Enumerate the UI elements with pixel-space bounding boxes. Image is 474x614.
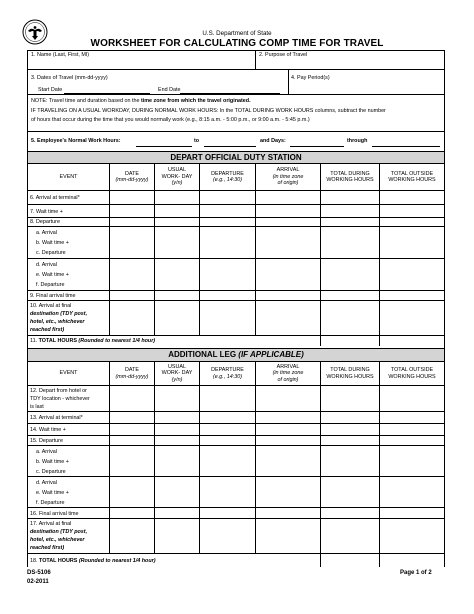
date-cell[interactable] [109,519,154,553]
total-during-cell[interactable] [320,554,379,567]
col-workday-header: WORK- DAY [161,173,193,180]
event-12-depart-hotel: 12. Depart from hotel or [30,388,87,394]
total-outside-cell[interactable] [379,218,444,226]
usual-workday-cell[interactable] [154,218,199,226]
dates-field-label: 3. Dates of Travel (mm-dd-yyyy) [31,75,108,81]
event-15c-departure: c. Departure [36,469,66,475]
arrival-cell[interactable] [255,227,320,258]
total-outside-cell[interactable] [379,519,444,553]
arrival-cell[interactable] [255,205,320,217]
worksheet-form [27,50,445,567]
event-12-tdy: TDY location - whichever [30,396,90,402]
event-15-departure: 15. Departure [30,438,63,444]
table-row [28,385,444,411]
event-10-hotel: hotel, etc., whichever [30,319,85,325]
arrival-cell[interactable] [255,477,320,507]
col-total-during-header: TOTAL DURING [330,170,370,177]
col-departure-header: DEPARTURE [211,170,244,177]
note-text-1b: time zone from which the travel originated. [140,98,251,104]
total-outside-cell[interactable] [379,477,444,507]
note-text-1a: NOTE: Travel time and duration based on the [31,98,141,104]
date-cell[interactable] [109,477,154,507]
purpose-field-label: 2. Purpose of Travel [259,52,308,58]
departure-cell[interactable] [199,436,255,445]
form-id: DS-5106 [27,570,51,576]
event-12-last: is last [30,404,44,410]
usual-workday-cell[interactable] [154,205,199,217]
form-date: 02-2011 [27,579,49,585]
days-from-field[interactable] [290,146,344,147]
col-arrival-sub1: (in time zone [272,173,304,180]
arrival-cell[interactable] [255,424,320,435]
col-arrival-sub2: of origin) [277,180,299,187]
usual-workday-cell[interactable] [154,291,199,300]
total-outside-cell[interactable] [379,336,444,346]
total-during-cell[interactable] [320,519,379,553]
table-row [28,204,444,217]
table1-header [28,163,444,190]
event-17-arrival-final: 17. Arrival at final [30,521,72,527]
arrival-cell[interactable] [255,519,320,553]
col2-yn-sub: (y/n) [171,376,183,383]
col-date-header: DATE [125,170,139,177]
page-number: Page 1 of 2 [400,570,432,576]
table-row [28,423,444,435]
name-field-label: 1. Name (Last, First, MI) [31,52,90,58]
total-outside-cell[interactable] [379,554,444,567]
total-outside-cell[interactable] [379,446,444,476]
days-to-field[interactable] [372,146,440,147]
col2-arrival-sub2: of origin) [277,376,299,383]
table-row [28,507,444,518]
arrival-cell[interactable] [255,436,320,445]
total-1-note: (Rounded to nearest 1/4 hour) [76,338,156,344]
usual-workday-cell[interactable] [154,424,199,435]
departure-cell[interactable] [199,424,255,435]
total-hours-row-1 [28,335,444,346]
table-row [28,411,444,423]
arrival-cell[interactable] [255,291,320,300]
arrival-cell[interactable] [255,412,320,423]
col2-date-header: DATE [125,367,139,374]
table-row [28,258,444,290]
event-10-arrival-final: 10. Arrival at final [30,303,72,309]
date-cell[interactable] [109,508,154,518]
total-outside-cell[interactable] [379,191,444,204]
total-during-cell[interactable] [320,436,379,445]
note-text-3: of hours that occur during the time that you would normally work (e.g., 8:15 a.m. - 5:00 p.m., or 9:00 a.m. - 5:45 p.m.) [31,117,310,123]
date-cell[interactable] [109,291,154,300]
section-additional-title: ADDITIONAL LEG [168,350,239,359]
section-additional-qualifier: (IF APPLICABLE) [238,350,304,359]
table-row [28,445,444,476]
table-row [28,435,444,445]
total-during-cell[interactable] [320,191,379,204]
date-cell[interactable] [109,227,154,258]
event-10-destination: destination (TDY post, [30,311,88,317]
total-during-cell[interactable] [320,205,379,217]
section-additional-heading [28,348,444,361]
date-cell[interactable] [109,386,154,411]
total-hours-row-2 [28,553,444,567]
event-15e-wait: e. Wait time + [36,490,69,496]
total-2-note: (Rounded to nearest 1/4 hour) [77,558,156,564]
event-arrival-at-terminal: 6. Arrival at terminal* [30,195,80,201]
work-hours-row [28,131,444,148]
date-cell[interactable] [109,191,154,204]
event-13-arrival-terminal: 13. Arrival at terminal* [30,415,83,421]
col-total-outside-header: TOTAL OUTSIDE [390,170,434,177]
departure-cell[interactable] [199,477,255,507]
event-8d-arrival: d. Arrival [36,262,57,268]
usual-workday-cell[interactable] [154,436,199,445]
event-17-reached: reached first) [30,545,65,551]
event-8f-departure: f. Departure [36,282,65,288]
usual-workday-cell[interactable] [154,386,199,411]
total-outside-cell[interactable] [379,301,444,335]
departure-cell[interactable] [199,301,255,335]
usual-workday-cell[interactable] [154,519,199,553]
table-row [28,290,444,300]
usual-workday-cell[interactable] [154,227,199,258]
total-during-cell[interactable] [320,446,379,476]
work-hours-from-field[interactable] [136,146,192,147]
total-outside-cell[interactable] [379,205,444,217]
col2-total-during-header: TOTAL DURING [330,367,370,374]
total-outside-cell[interactable] [379,227,444,258]
event-15b-wait: b. Wait time + [36,459,69,465]
work-hours-label: 5. Employee's Normal Work Hours: [31,138,121,144]
total-during-cell[interactable] [320,412,379,423]
usual-workday-cell[interactable] [154,477,199,507]
col-total-outside-header2: WORKING HOURS [388,177,436,183]
note-text-2: IF TRAVELING ON A USUAL WORKDAY, DURING NORMAL WORK HOURS: In the TOTAL DURING WORK HOURS columns, subtract the number [31,108,386,114]
usual-workday-cell[interactable] [154,508,199,518]
agency-name: U.S. Department of State [202,30,272,37]
total-during-cell[interactable] [320,218,379,226]
end-date-label: End Date [158,87,181,93]
table-row [28,217,444,226]
event-15a-arrival: a. Arrival [36,449,57,455]
start-date-label: Start Date [38,87,63,93]
work-hours-to-field[interactable] [204,146,256,147]
total-outside-cell[interactable] [379,436,444,445]
event-15f-departure: f. Departure [36,500,65,506]
event-final-arrival: 9. Final arrival time [30,293,76,299]
table-row [28,300,444,335]
col2-total-during-header2: WORKING HOURS [326,373,374,380]
section-depart-heading [28,151,444,163]
date-cell[interactable] [109,259,154,290]
date-cell[interactable] [109,424,154,435]
usual-workday-cell[interactable] [154,412,199,423]
usual-workday-cell[interactable] [154,301,199,335]
col2-arrival-header: ARRIVAL [276,363,300,370]
event-8e-wait: e. Wait time + [36,272,69,278]
col-yn-sub: (y/n) [171,180,183,187]
departure-cell[interactable] [199,446,255,476]
through-label: through [347,138,368,144]
total-outside-cell[interactable] [379,291,444,300]
departure-cell[interactable] [199,218,255,226]
usual-workday-cell[interactable] [154,446,199,476]
table-row [28,190,444,204]
departure-cell[interactable] [199,205,255,217]
col2-workday-header: WORK- DAY [161,370,193,377]
arrival-cell[interactable] [255,508,320,518]
col2-arrival-sub1: (in time zone [272,370,304,377]
total-outside-cell[interactable] [379,386,444,411]
total-outside-cell[interactable] [379,424,444,435]
event-17-destination: destination (TDY post, [30,529,88,535]
total-1-label: TOTAL HOURS [38,338,77,344]
total-during-cell[interactable] [320,291,379,300]
col2-total-outside-header2: WORKING HOURS [388,373,436,380]
to-label: to [194,138,200,144]
event-8a-arrival: a. Arrival [36,230,57,236]
page-title: WORKSHEET FOR CALCULATING COMP TIME FOR TRAVEL [90,38,384,49]
col2-total-outside-header: TOTAL OUTSIDE [390,367,434,374]
date-cell[interactable] [109,446,154,476]
departure-cell[interactable] [199,259,255,290]
total-during-cell[interactable] [320,301,379,335]
arrival-cell[interactable] [255,191,320,204]
days-label: and Days: [260,138,286,144]
name-field[interactable] [30,59,252,68]
departure-cell[interactable] [199,412,255,423]
usual-workday-cell[interactable] [154,259,199,290]
total-during-cell[interactable] [320,477,379,507]
total-2-label: TOTAL HOURS [39,558,78,564]
total-during-cell[interactable] [320,259,379,290]
event-8c-departure: c. Departure [36,250,66,256]
date-cell[interactable] [109,436,154,445]
pay-period-label: 4. Pay Period(s) [291,75,330,81]
total-outside-cell[interactable] [379,412,444,423]
total-during-cell[interactable] [320,386,379,411]
event-10-reached: reached first) [30,327,65,333]
event-14-wait: 14. Wait time + [30,427,66,433]
table2-header [28,361,444,385]
note-block [28,94,444,131]
col-arrival-header: ARRIVAL [276,167,300,174]
arrival-cell[interactable] [255,218,320,226]
col2-date-sub: (mm-dd-yyyy) [115,373,149,380]
col-departure-sub: (e.g., 14:30) [212,177,243,183]
arrival-cell[interactable] [255,386,320,411]
total-outside-cell[interactable] [379,508,444,518]
departure-cell[interactable] [199,191,255,204]
table-row [28,518,444,553]
arrival-cell[interactable] [255,259,320,290]
col2-departure-header: DEPARTURE [211,367,244,374]
col-total-during-header2: WORKING HOURS [326,177,374,183]
pay-period-field[interactable] [290,79,443,93]
event-wait-time: 7. Wait time + [30,209,63,215]
col-usual-header: USUAL [168,167,186,174]
total-during-cell[interactable] [320,336,379,346]
col-event-header: EVENT [59,173,78,180]
col2-usual-header: USUAL [168,363,186,370]
section-depart-title: DEPART OFFICIAL DUTY STATION [170,153,302,162]
event-departure: 8. Departure [30,219,60,225]
col2-departure-sub: (e.g., 14:30) [212,373,243,380]
total-2-num: 18. [30,558,39,564]
total-during-cell[interactable] [320,508,379,518]
usual-workday-cell[interactable] [154,191,199,204]
purpose-field[interactable] [258,59,443,68]
total-outside-cell[interactable] [379,259,444,290]
total-1-num: 11. [30,338,39,344]
col-date-sub: (mm-dd-yyyy) [115,177,149,183]
event-17-hotel: hotel, etc., whichever [30,537,85,543]
arrival-cell[interactable] [255,301,320,335]
table-row [28,226,444,258]
departure-cell[interactable] [199,227,255,258]
event-16-final-arrival: 16. Final arrival time [30,511,79,517]
departure-cell[interactable] [199,386,255,411]
departure-cell[interactable] [199,519,255,553]
arrival-cell[interactable] [255,446,320,476]
date-cell[interactable] [109,301,154,335]
departure-cell[interactable] [199,508,255,518]
date-cell[interactable] [109,218,154,226]
departure-cell[interactable] [199,291,255,300]
event-8b-wait: b. Wait time + [36,240,69,246]
table-row [28,476,444,507]
date-cell[interactable] [109,205,154,217]
col2-event-header: EVENT [59,370,78,377]
date-cell[interactable] [109,412,154,423]
event-15d-arrival: d. Arrival [36,480,57,486]
total-during-cell[interactable] [320,227,379,258]
total-during-cell[interactable] [320,424,379,435]
